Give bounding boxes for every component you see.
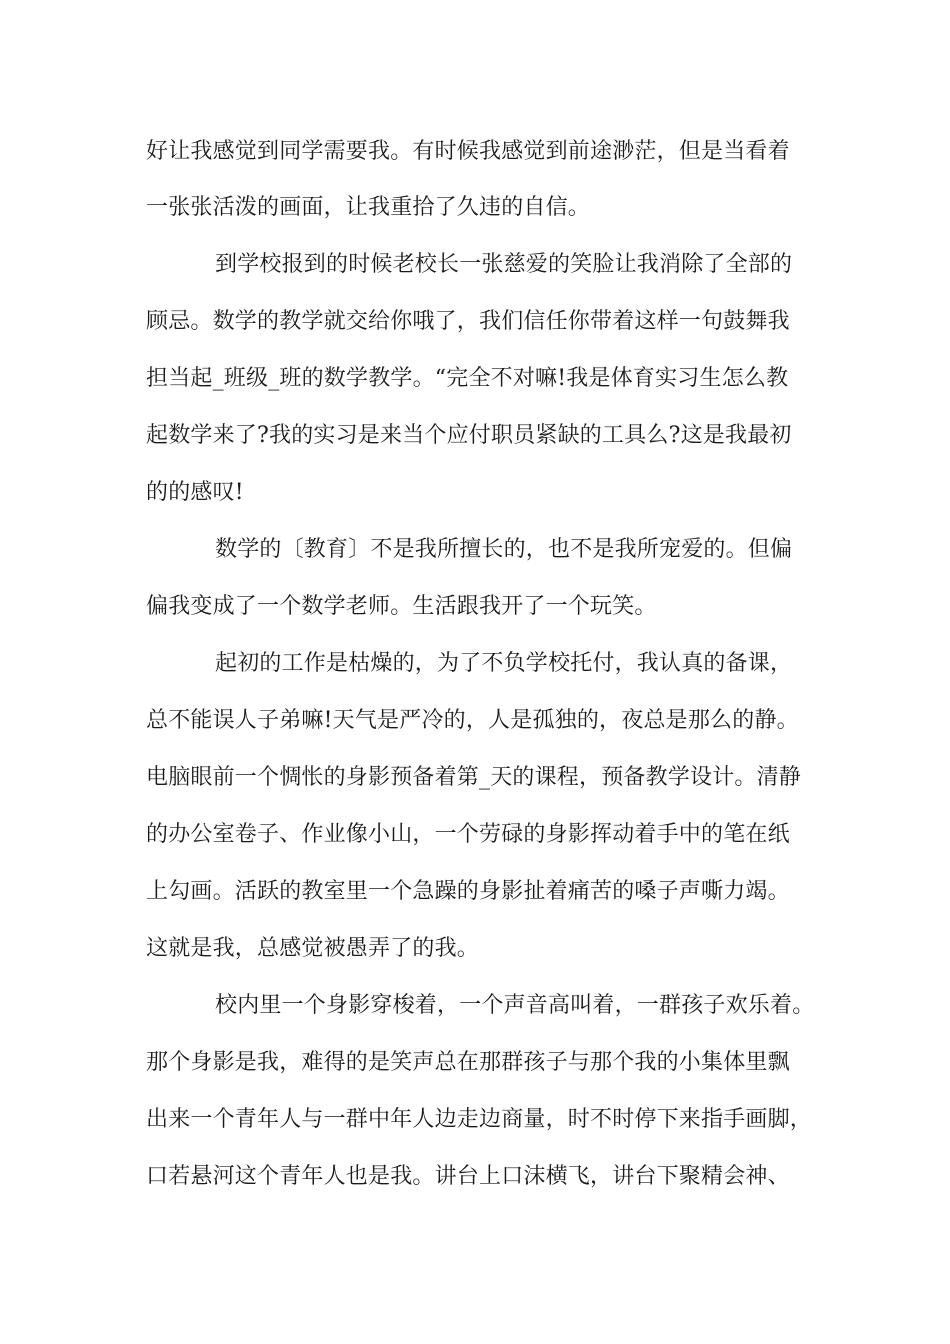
text-line: 担当起_班级_班的数学教学。“完全不对嘛!我是体育实习生怎么教	[146, 366, 789, 391]
text-line: 起数学来了?我的实习是来当个应付职员紧缺的工具么?这是我最初	[146, 423, 792, 448]
text-line: 总不能误人子弟嘛!天气是严冷的，人是孤独的，夜总是那么的静。	[146, 708, 799, 733]
text-line: 上勾画。活跃的教室里一个急躁的身影扯着痛苦的嗓子声嘶力竭。	[146, 879, 790, 904]
text-line: 好让我感觉到同学需要我。有时候我感觉到前途渺茫，但是当看着	[146, 139, 790, 164]
text-line: 偏我变成了一个数学老师。生活跟我开了一个玩笑。	[146, 594, 657, 619]
text-line: 那个身影是我，难得的是笑声总在那群孩子与那个我的小集体里飘	[146, 1050, 790, 1075]
text-line: 一张张活泼的画面，让我重拾了久违的自信。	[146, 195, 591, 220]
paragraph-start-line: 起初的工作是枯燥的，为了不负学校托付，我认真的备课，	[215, 651, 793, 676]
text-line: 电脑眼前一个惆怅的身影预备着第_天的课程，预备教学设计。清静	[146, 765, 802, 790]
text-line: 这就是我，总感觉被愚弄了的我。	[146, 936, 480, 961]
paragraph-start-line: 到学校报到的时候老校长一张慈爱的笑脸让我消除了全部的	[215, 252, 793, 277]
paragraph-start-line: 校内里一个身影穿梭着，一个声音高叫着，一群孩子欢乐着。	[215, 993, 815, 1018]
text-line: 的的感叹!	[146, 480, 244, 505]
text-line: 顾忌。数学的教学就交给你哦了，我们信任你带着这样一句鼓舞我	[146, 309, 790, 334]
text-line: 的办公室卷子、作业像小山，一个劳碌的身影挥动着手中的笔在纸	[146, 822, 790, 847]
paragraph-start-line: 数学的〔教育〕不是我所擅长的，也不是我所宠爱的。但偏	[215, 537, 793, 562]
text-line: 出来一个青年人与一群中年人边走边商量，时不时停下来指手画脚，	[146, 1107, 813, 1132]
text-line: 口若悬河这个青年人也是我。讲台上口沫横飞，讲台下聚精会神、	[146, 1164, 790, 1189]
